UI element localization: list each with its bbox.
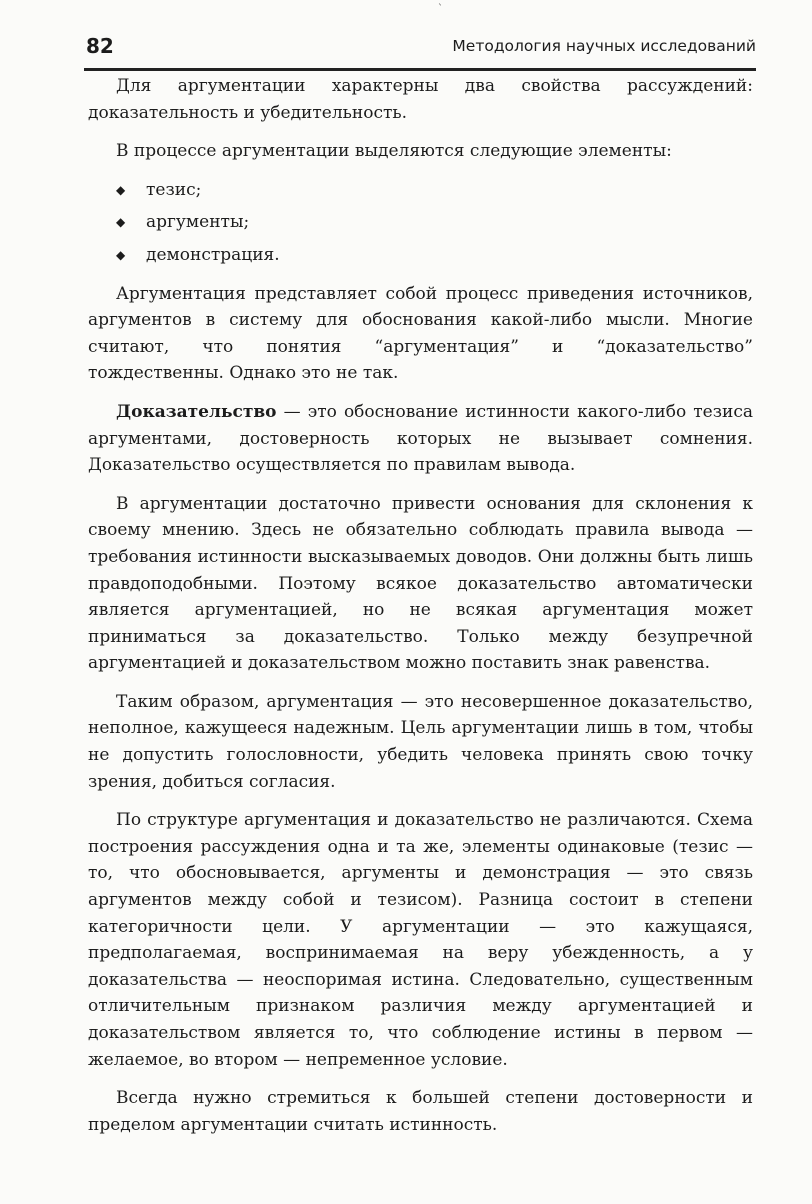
- page-header: [84, 34, 756, 71]
- scan-speck: ˋ: [438, 4, 443, 15]
- paragraph-argumentation-definition: Аргументация представляет собой процесс приведения источников, аргументов в систему для обоснования какой-либо мысли. Многие считают, что понятия “аргументация” и “доказательство” тождественны. Однако это не так.: [88, 283, 753, 384]
- list-item: [88, 242, 753, 269]
- diamond-bullet-icon: ◆: [116, 247, 126, 262]
- list-item-text: тезис;: [146, 179, 202, 200]
- running-title: Методология научных исследований: [452, 37, 756, 55]
- page-number: 82: [86, 34, 114, 58]
- list-item: [88, 177, 753, 204]
- paragraph-proof-definition: [88, 399, 753, 479]
- paragraph-intro: Для аргументации характерны два свойства рассуждений: доказательность и убедительность.: [88, 76, 753, 123]
- elements-list: [88, 177, 753, 269]
- list-item-text: аргументы;: [146, 212, 250, 233]
- paragraph-elements-lead: В процессе аргументации выделяются следующие элементы:: [116, 141, 672, 162]
- paragraph-final: Всегда нужно стремиться к большей степени достоверности и пределом аргументации считать истинность.: [88, 1088, 753, 1135]
- page-body: [88, 73, 753, 1150]
- paragraph-argumentation-basis: В аргументации достаточно привести основания для склонения к своему мнению. Здесь не обязательно соблюдать правила вывода — требования истинности высказываемых доводов. Они должны быть лишь правдоподобными. Поэтому всякое доказательство автоматически является аргументацией, но не всякая аргументация может приниматься за доказательство. Только между безупречной аргументацией и доказательством можно поставить знак равенства.: [88, 493, 753, 674]
- diamond-bullet-icon: ◆: [116, 215, 126, 230]
- paragraph-structure: По структуре аргументация и доказательство не различаются. Схема построения рассуждения одна и та же, элементы одинаковые (тезис — то, что обосновывается, аргументы и демонстрация — это связь аргументов между собой и тезисом). Разница состоит в степени категоричности цели. У аргументации — это кажущаяся, предполагаемая, воспринимаемая на веру убежденность, а у доказательства — неоспоримая истина. Следовательно, существенным отличительным признаком различия между аргументацией и доказательством является то, что соблюдение истины в первом — желаемое, во втором — непременное условие.: [88, 810, 753, 1070]
- list-item-text: демонстрация.: [146, 244, 280, 265]
- proof-definition-text: — это обоснование истинности какого-либо тезиса аргументами, достоверность которых не вызывает сомнения. Доказательство осуществляется по правилам вывода.: [88, 401, 753, 476]
- list-item: [88, 209, 753, 236]
- term-proof: Доказательство: [116, 401, 277, 422]
- paragraph-conclusion: Таким образом, аргументация — это несовершенное доказательство, неполное, кажущееся надежным. Цель аргументации лишь в том, чтобы не допустить голословности, убедить человека принять свою точку зрения, добиться согласия.: [88, 691, 753, 792]
- diamond-bullet-icon: ◆: [116, 182, 126, 197]
